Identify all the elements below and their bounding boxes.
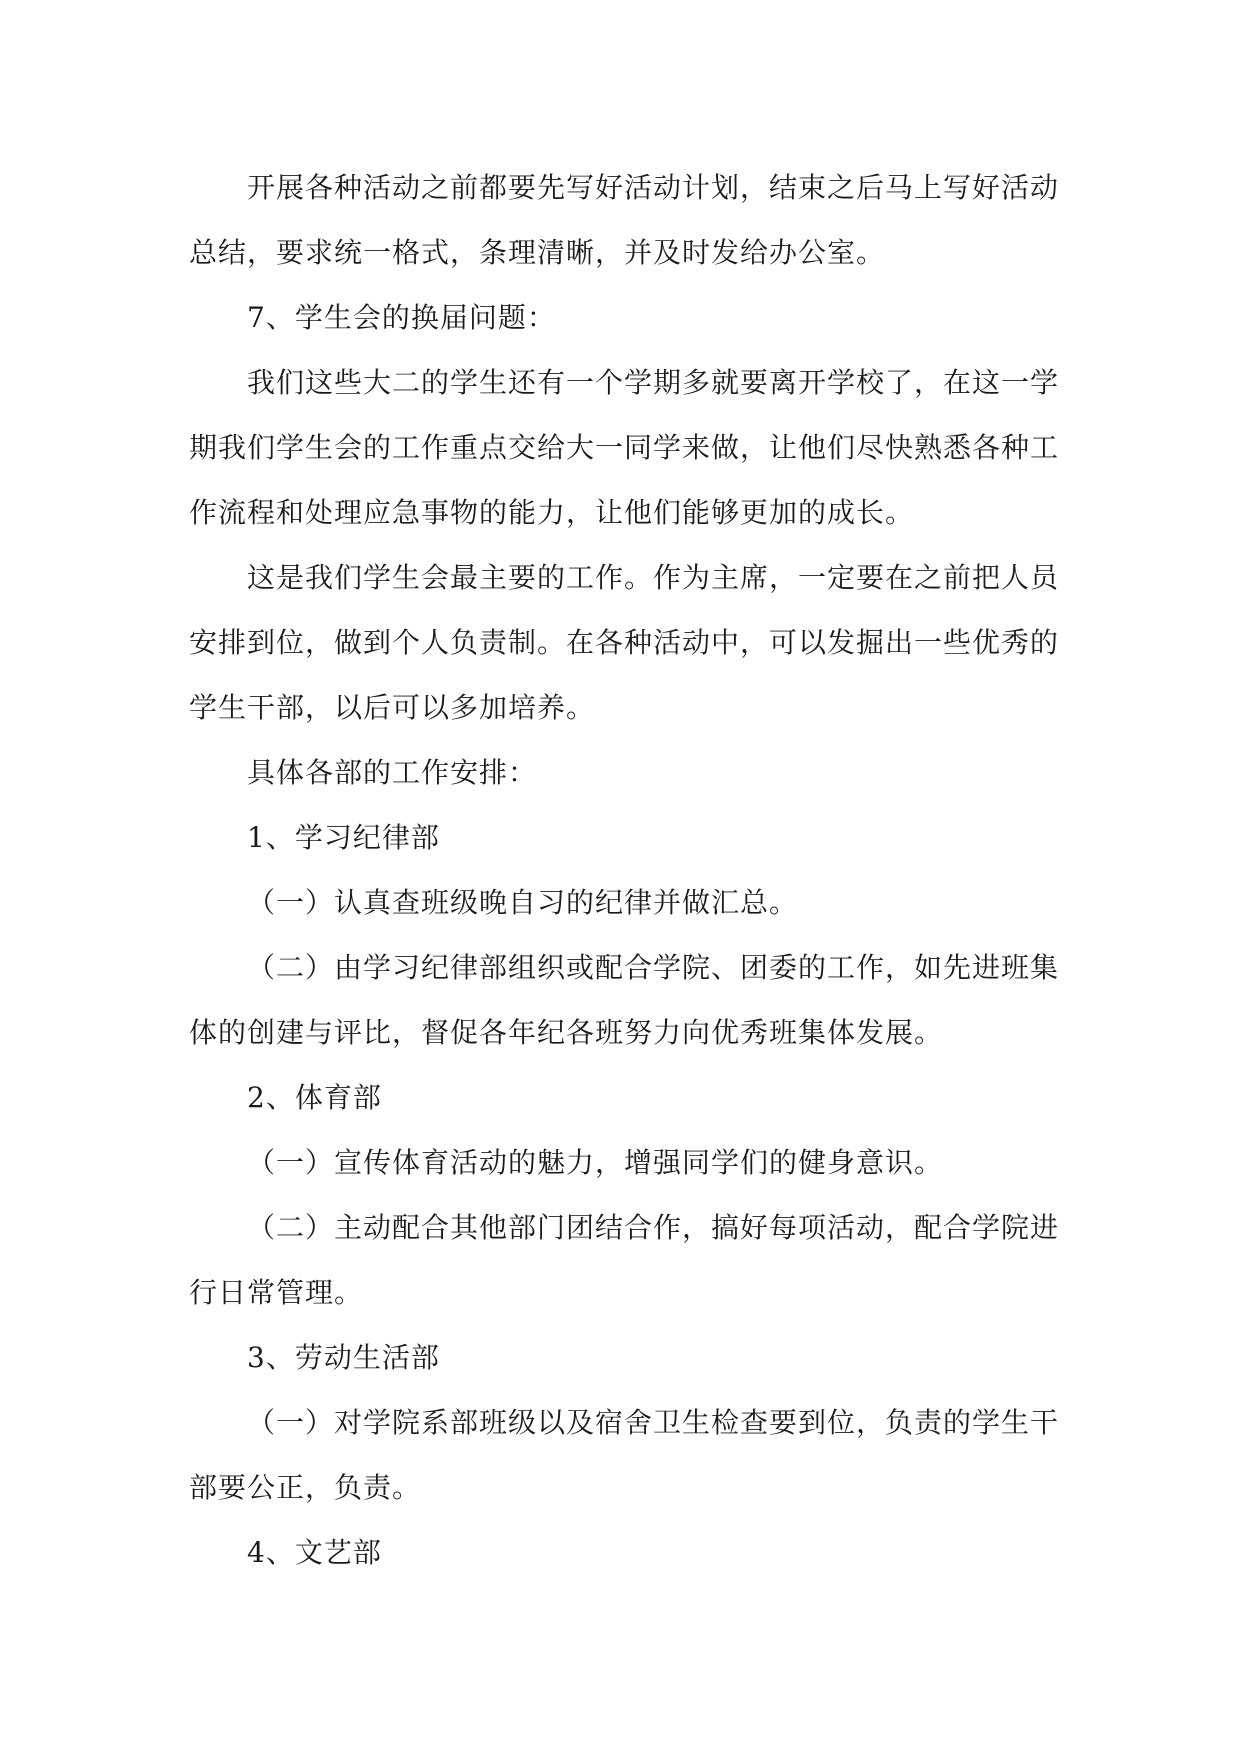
paragraph-main-work: 这是我们学生会最主要的工作。作为主席，一定要在之前把人员安排到位，做到个人负责制。在各种活动中，可以发掘出一些优秀的学生干部，以后可以多加培养。 [189, 561, 1060, 724]
item-sports-2: （二）主动配合其他部门团结合作，搞好每项活动，配合学院进行日常管理。 [189, 1211, 1060, 1309]
heading-arts-dept: 4、文艺部 [247, 1536, 382, 1569]
item-study-2: （二）由学习纪律部组织或配合学院、团委的工作，如先进班集体的创建与评比，督促各年纪各班努力向优秀班集体发展。 [189, 951, 1060, 1049]
heading-study-discipline-dept: 1、学习纪律部 [247, 821, 440, 854]
heading-sports-dept: 2、体育部 [247, 1081, 382, 1114]
document-body [189, 155, 1059, 1585]
paragraph-sophomores-leaving: 我们这些大二的学生还有一个学期多就要离开学校了，在这一学期我们学生会的工作重点交给大一同学来做，让他们尽快熟悉各种工作流程和处理应急事物的能力，让他们能够更加的成长。 [189, 366, 1060, 529]
heading-labor-life-dept: 3、劳动生活部 [247, 1341, 440, 1374]
item-labor-1: （一）对学院系部班级以及宿舍卫生检查要到位，负责的学生干部要公正，负责。 [189, 1406, 1060, 1504]
paragraph-activity-plan: 开展各种活动之前都要先写好活动计划，结束之后马上写好活动总结，要求统一格式，条理清晰，并及时发给办公室。 [189, 171, 1060, 269]
item-study-1: （一）认真查班级晚自习的纪律并做汇总。 [247, 886, 799, 919]
item-sports-1: （一）宣传体育活动的魅力，增强同学们的健身意识。 [247, 1146, 944, 1179]
heading-department-arrangements: 具体各部的工作安排： [247, 756, 538, 789]
heading-student-union-election: 7、学生会的换届问题： [247, 301, 556, 334]
